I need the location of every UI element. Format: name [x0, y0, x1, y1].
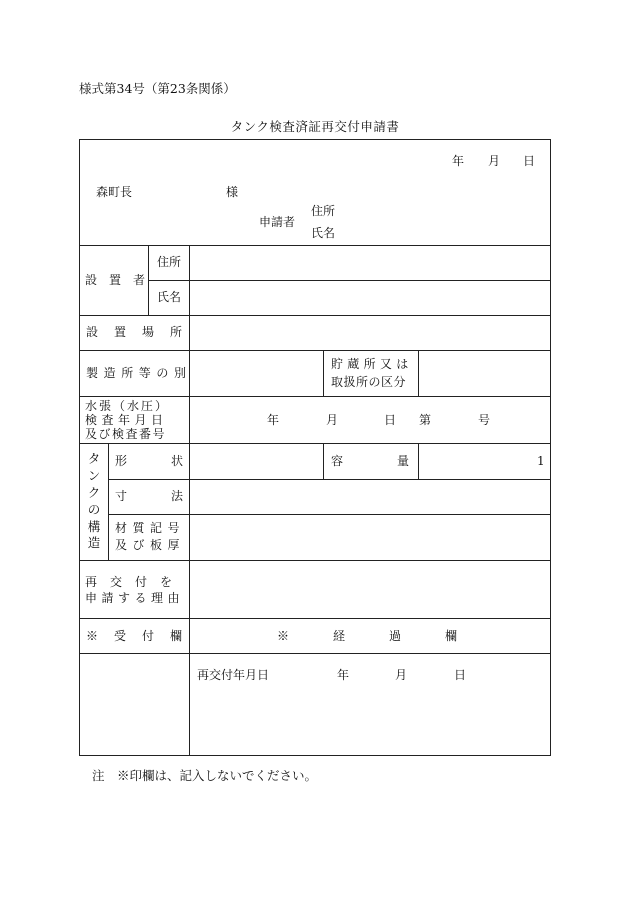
inspection-number-prefix: 第	[419, 413, 432, 427]
inspection-year-label: 年	[267, 413, 280, 427]
row-divider	[148, 280, 551, 281]
inspection-day-label: 日	[384, 413, 397, 427]
reissue-date-label: 再交付年月日	[197, 668, 270, 682]
capacity-label: 容量	[331, 454, 464, 468]
applicant-name-label: 氏名	[311, 226, 336, 240]
inspection-number-suffix: 号	[478, 413, 491, 427]
date-day-label: 日	[523, 154, 536, 168]
reissue-day-label: 日	[454, 668, 467, 682]
capacity-value: 1	[537, 454, 545, 468]
footnote: 注 ※印欄は、記入しないでください。	[92, 768, 318, 783]
installer-name-label: 氏名	[157, 290, 182, 304]
location-label: 設置場所	[86, 325, 199, 339]
shape-label: 形状	[115, 454, 228, 468]
reason-label-line2: 申請する理由	[85, 591, 185, 605]
reception-column-label: ※受付欄	[86, 629, 199, 643]
row-divider	[79, 618, 551, 619]
row-divider	[79, 245, 551, 246]
vertical-char: タ	[87, 451, 101, 466]
column-divider	[323, 443, 324, 479]
addressee: 森町長	[96, 185, 133, 199]
progress-column-label: ※経過欄	[277, 629, 502, 643]
inspection-month-label: 月	[326, 413, 339, 427]
column-divider	[418, 350, 419, 396]
column-divider	[323, 350, 324, 396]
storage-category-label-line2: 取扱所の区分	[331, 375, 407, 389]
honorific: 様	[226, 185, 239, 199]
inspection-label-line1: 水張（水圧）	[85, 399, 170, 413]
vertical-char: ク	[87, 484, 101, 500]
inspection-label-line3: 及び検査番号	[85, 427, 167, 441]
installer-address-label: 住所	[157, 255, 182, 269]
document-title: タンク検査済証再交付申請書	[230, 119, 400, 134]
tank-structure-label	[86, 451, 102, 552]
material-label-line1: 材質記号	[115, 521, 186, 535]
inspection-label-line2: 検査年月日	[85, 413, 168, 427]
vertical-char: ン	[87, 467, 101, 483]
vertical-char: 構	[87, 518, 101, 534]
facility-type-label: 製造所等の別	[86, 366, 192, 380]
row-divider	[79, 653, 551, 654]
vertical-char: の	[87, 501, 101, 517]
column-divider	[108, 443, 109, 560]
dimensions-label: 寸法	[115, 489, 228, 503]
applicant-address-label: 住所	[311, 204, 336, 218]
reissue-year-label: 年	[337, 668, 350, 682]
storage-category-label-line1: 貯蔵所又は	[331, 357, 413, 371]
row-divider	[79, 560, 551, 561]
row-divider	[79, 315, 551, 316]
form-number: 様式第34号（第23条関係）	[79, 81, 236, 96]
row-divider	[79, 443, 551, 444]
row-divider	[79, 350, 551, 351]
material-label-line2: 及び板厚	[115, 538, 186, 552]
date-month-label: 月	[488, 154, 501, 168]
reason-label-line1: 再交付を	[85, 575, 186, 589]
row-divider	[108, 514, 551, 515]
reissue-month-label: 月	[395, 668, 408, 682]
vertical-char: 造	[87, 535, 101, 551]
applicant-label: 申請者	[259, 215, 296, 229]
row-divider	[108, 479, 551, 480]
row-divider	[79, 396, 551, 397]
installer-label: 設置者	[85, 273, 158, 287]
date-year-label: 年	[452, 154, 465, 168]
